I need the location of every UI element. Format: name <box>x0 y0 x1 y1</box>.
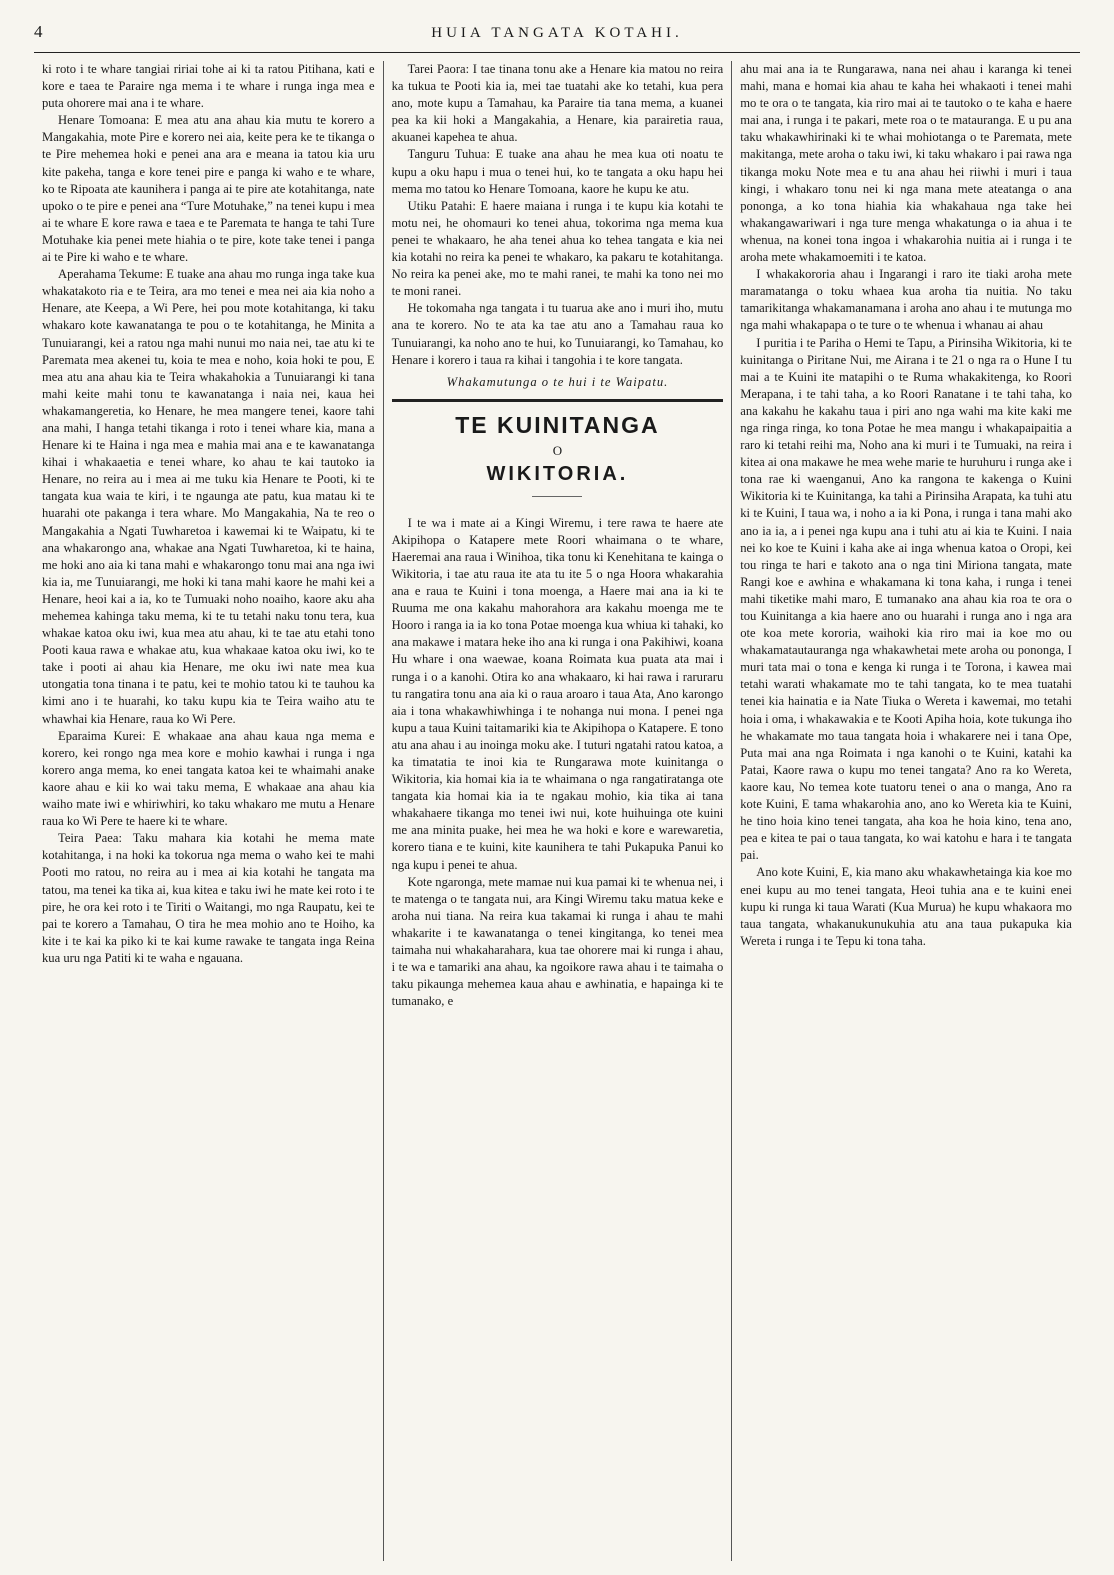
paragraph: Kote ngaronga, mete mamae nui kua pamai ki te whenua nei, i te matenga o te tangata nui, ara Kingi Wiremu taku matua keke e aroha nui tiana. Na reira kua takamai ki runga i ahau te mahi whakarite i te kawanatanga o tenei kingitanga, ko tenei mea taimaha nui whakaharahara, kua tae ohorere mai ki runga i ahau, i te wa e tamariki ana ahau, ka ngoikore rawa ahau i te taimaha o taku pikaunga mehemea kaua ahau e awhinatia, e hapainga ki te tumanako, e <box>391 874 724 1009</box>
column-2 <box>383 61 732 1561</box>
paragraph: Henare Tomoana: E mea atu ana ahau kia mutu te korero a Mangakahia, mote Pire e korero nei aia, keite pera ke te tikanga o te Pire mehemea hoki e penei ana ara e meana ia tatou kia uru kite pakeha, tanga e kore tenei pire e panga ki waho e te whare, ko te Ripoata ate kaunihera i panga ai te pire ate kotahitanga, nate upoko o te pire e penei ana “Ture Motuhake,” na tenei kupu i mea ai te whare E kore rawa e taea e te Paremata te hanga te tahi Ture Motuhake kia penei mete hiahia o te pire, kote take tenei i panga ai te Pire ki waho e te whare. <box>42 113 375 265</box>
masthead-title: HUIA TANGATA KOTAHI. <box>431 25 683 41</box>
article-title-line-1: TE KUINITANGA <box>455 411 660 438</box>
paragraph: Ano kote Kuini, E, kia mano aku whakawhetainga kia koe mo enei kupu au mo tenei tangata, Heoi tuhia ana e te kuini enei kupu ki runga ki taua Warati (Kua Murua) he kupu whakaora mo taua tangata, whakanukunukuhia atu ana taua pukapuka kia Wereta i runga i te Tepu ki tona taha. <box>740 865 1072 948</box>
paragraph: Utiku Patahi: E haere maiana i runga i te kupu kia kotahi te motu nei, he ohomauri ko tenei ahua, tokorima nga mema kua penei te whakaaro, he aha tenei ahua ko tehea tangata e kia nei kia kotahi no reira ka penei te whakaro, ka pakaru te kotahitanga. No reira ka penei ake, mo te mahi ranei, te mahi ka tono nei mo te moni ranei. <box>391 198 724 299</box>
paragraph: ki roto i te whare tangiai ririai tohe ai ki ta ratou Pitihana, kati e kore e taea te Paraire nga mema i te whare i runga inga mea e puta ohorere mai ana i te whare. <box>42 62 375 111</box>
header-rule <box>34 52 1080 53</box>
paragraph: I te wa i mate ai a Kingi Wiremu, i tere rawa te haere ate Akipihopa o Katapere mete Roori whaimana o te whare, Haeremai ana raua i Winihoa, tika tonu ki Kenehitana te kainga o Wikitoria, i tae atu raua ite ata tu ite 5 o nga Hoora whakarahia ana e raua te Kuini i tona moenga, a Haere mai ana ia ki te Ruuma me ona kakahu mahorahora ara kakahu moenga me te Hooro i ranga ia ia ko tona Potae moenga kua whiua ki tahaki, ko ana makawe i matara heke iho ana ki runga i ona Pakihiwi, koana Hu whare i ona waewae, koana Roimata kua puata ata mai i runga i o a kanohi. Otira ko ana whakaaro, ki hai rawa i raruraru tu rangatira tonu ana aia ki o raua aroaro i taua Ata, Ano karongo aia i tona whakawhiwhinga i te nohanga nui mona. I penei nga kupu a taua Kuini taitamariki kia te Akipihopa o Katapere. E tono atu ana ahau i au inoinga moku ake. I tuturi ngatahi ratou katoa, a ka timatatia te inoi kia te Rungarawa mote kuinitanga o Wikitoria, kia homai kia ia te whaimana o nga rangatiratanga ote tangata kia homai kia ia te ngakau mohio, kia tika ai tana whakahaere tikanga mo tenei iwi nui, kote huihuinga ote kuini me ana minita puake, hei mea he wa hoki e kore e warewaretia, korero tiana e te kuini, kite kaunihera te tahi Pukapuka Panui ko nga kupu i penei te ahua. <box>391 515 724 872</box>
signature-line: Whakamutunga o te hui i te Waipatu. <box>446 374 669 389</box>
paragraph: Tarei Paora: I tae tinana tonu ake a Henare kia matou no reira ka tukua te Pooti kia ia, mei tae tuatahi ake ko tetahi, kua pera ano, mote kupu a Tamahau, ka Paraire tia tana mema, a kuanei pea ka kii hoki a Mangakahia, a Henare, kia parairetia raua, akuanei kapehea te ahua. <box>391 62 724 145</box>
article-heading <box>392 412 724 497</box>
page-header <box>34 22 1080 48</box>
column-3 <box>731 61 1080 1561</box>
article-title-connector: O <box>552 442 563 458</box>
paragraph: I puritia i te Pariha o Hemi te Tapu, a Pirinsiha Wikitoria, ki te kuinitanga o Piritane Nui, me Airana i te 21 o nga ra o Hune I tu mai a te Kuini ite matapihi o te Ruma whakakitenga, ko Roori Merapana, i te tahi taha, a ko Roori Ranatane i te tahi taha, ko ana kakahu he kakahu taua i piri ano nga wahi ma kite kaki me nga ringa ringa, ko tona Potae he mea mangu i whakapaipaitia a raro ki tetahi reihi ma, Noho ana ki muri i te Tumuaki, na reira i kitea ai ona makawe he mea wehe marie te huruhuru i runga ake i tona rae ki waenganui, Ano ka rangona te kakenga o Kuini Wikitoria ki te Kuinitanga, ka tahi a Pirinsiha Arapata, ka tuhi atu ki te Kuini, I taua wa, i noho a ia ki Pona, i runga i tana mahi ako ano ia ia, a i penei nga kupu ana i tuhi atu ai kia te Kuini. I naia nei ko koe te Kuini i kaha ake ai inga whenua katoa o Oropi, kei tou ringa te hari e takoto ana o nga tini Miriona tangata, mate Rangi koe e awhina e whakamana ki tona kaha, i runga i tenei mahi tiketike mahi maro, E tumanako ana ahau kia roa te ora o tou Kuinitanga a kia haere ano ou huarahi i runga ano i nga ara ote koa mete kororia, waihoki kia riro mai ia koe mo ou whakamatautauranga nga whakawhetai mete aroha ou pononga, I muri tata mai o tona e kenga ki runga i te Torona, i kawea mai tetahi warati whakamate mo te tahi tangata, ko te mea tuatahi tenei kia hainatia e ia Nate Tiuka o Wereta i kawemai, mo tetahi hoia i oma, i whakawakia e te Kooti Apiha hoia, kote tukunga iho he whakamate mo taua tangata hoia i whakarere nei i tana Ope, Puta mai ana nga Roimata i nga kanohi o te Kuini, katahi ka Patai, Kaore rawa o kupu mo tenei tangata? Ano ra ko Wereta, kaore kau, No temea kote tuatoru tenei o ana o manga, Ano ra kote Kuini, E tama whakarohia ano, ano ko Wereta kia te Kuini, he tino hoia kino tenei tangata, aha koa he hoia kino, tena ano, pea e kitea te pai o taua tangata, ko wai katohu e hara i te tangata pai. <box>740 335 1072 863</box>
title-rule <box>532 496 582 497</box>
page-number: 4 <box>34 22 43 41</box>
paragraph: ahu mai ana ia te Rungarawa, nana nei ahau i karanga ki tenei mahi, mana e homai kia ahau te kaha hei whakaoti i tenei mahi mo te ora o te tangata, kia riro mai ai te tautoko o te kaha e haere mai ana, i runga i te pakari, mete roa o te matauranga. E u pu ana taku whakawhirinaki ki te whai mohiotanga o te Paremata, mete makitanga, mete aroha o taku iwi, ki taku whakaro i pai rawa nga tikanga moku Note mea e tu ana ahau hei riiwhi i muri i taua kingi, i whakaro tonu nei ki nga mana mete ateatanga o ana pononga, a ko tona hiahia kia whakahaua nga take hei whakangawariwari i nga ture menga whakatunga o ia ahua i te whenua, na konei tona ingoa i whakarohia nuitia ai i runga i te aroha mete whakamoemiti i te katoa. <box>740 62 1072 265</box>
paragraph: Eparaima Kurei: E whakaae ana ahau kaua nga mema e korero, kei rongo nga mea kore e mohio kawhai i runga i nga korero anga mema, ko enei tangata katoa kei te whaimahi anake kaore ahau e kii ko wai taku mema, E whakaae ana ahau kia waiho mate iwi e whiriwhiri, ko taku whakaro me mutu a Henare raua ko Wi Pere te haere ki te whare. <box>42 728 375 829</box>
paragraph: He tokomaha nga tangata i tu tuarua ake ano i muri iho, mutu ana te korero. No te ata ka tae atu ano a Tamahau raua ko Tunuiarangi, ka noho ano te hui, ko Tunuiarangi, ko Tamahau, ko Henare i korero i taua ra kihai i tangohia i te kore tangata. <box>391 301 724 367</box>
paragraph: Aperahama Tekume: E tuake ana ahau mo runga inga take kua whakatakoto ria e te Teira, ara mo tenei e mea nei aia kia noho a Henare, ate Keepa, a Wi Pere, hei pou mote kotahitanga, ki taku whakaro kote kawanatanga te pou o te kotahitanga, he Minita a Tunuiarangi, kei a ratou nga mahi nunui mo naia nei, tae atu ki te Paremata mea akenei tu, koia te mea e noho, koia hoki te pou, E mea atu ana ahau kia te Teira whakahokia a Tunuiarangi ki tana mahi keite mahi tonu te kawanatanga i naia nei, kaua hei whakamangeretia, ko Henare, he mea mangere tenei, kaore tahi ana mahi, I hanga tetahi tikanga i roto i tenei whare kia, mana a Henare ki te Haina i nga mea e mahia mai ana e te kawanatanga kihai i whakaaetia e tenei whare, ko ahau te kai tautoko ia Henare, no reira au i mea ai me tuku kia Henare te Pooti, ki te tangata kua waia te kiri, i te ngaunga ate patu, kua matau ki te huarahi ote pakanga i tera whare. Mo Mangakahia, Na te reo o Mangakahia a Ngati Tuwharetoa i kawemai ki te Waipatu, ki te ana whakarongo ana, whakae ana Ngati Tuwharetoa, ki te haina, me hoki ano aia ki tana mahi e whakarongo tonu mai ana nga iwi kia ia, me Tunuiarangi, me hoki ki tana mahi kaore he mahi kei a Henare, heoi kai a ia, ko te Tumuaki noho noaiho, kaore aku aha mehemea kahinga taku mema, ki te tu tetahi naku tonu tera, kua whakae katoa oku iwi, kua mea atu ahau, ki te tae atu etahi tono Pooti kaua rawa e whakae atu, kua whakaae katoa oku iwi, ko te take i pooti ai ahau kia Henare, me oku iwi nate mea kua utongatia tona tinana i te patu, kei te mohio tatou ki te tauhou ka kimi ano i te huarahi, ko taku kupu kia te Teira waiho atu te whawhai kia Henare, raua ko Wi Pere. <box>42 267 375 726</box>
column-1 <box>34 61 383 1561</box>
article-title-line-2: WIKITORIA. <box>486 462 629 485</box>
paragraph: Tanguru Tuhua: E tuake ana ahau he mea kua oti noatu te kupu a oku hapu i mua o tenei hui, ko te tangata a oku hapu hei mema mo tatou ko Henare Tomoana, kaore he kupu ke atu. <box>391 147 724 196</box>
article-divider <box>392 399 724 402</box>
columns <box>34 61 1080 1561</box>
paragraph: I whakakororia ahau i Ingarangi i raro ite tiaki aroha mete maramatanga o toku whaea kua aroha tia nuitia. No taku tamarikitanga whakamanamana i aroha ano ahau i te mutunga mo nga mahi whakapapa o te ture o te whenua i whanau ai ahau <box>740 267 1072 333</box>
paragraph: Teira Paea: Taku mahara kia kotahi he mema mate kotahitanga, i na hoki ka tokorua nga mema o waho kei te mahi Pooti mo ratou, no reira au i mea ai kia kotahi he tangata ma tatou, ma tenei ka tika ai, kua kitea e taku iwi he mate kei roto i te pire, he ora kei roto i te Tiriti o Waitangi, mo nga Raupatu, kei te pai te korero a Tamahau, O tira he mea mohio ano te Hoiho, ka kite i te kai ka piko ki te kai kume rawake te tangata inga Reina kua uru nga Patiti ki te waha e ngauana. <box>42 831 375 965</box>
